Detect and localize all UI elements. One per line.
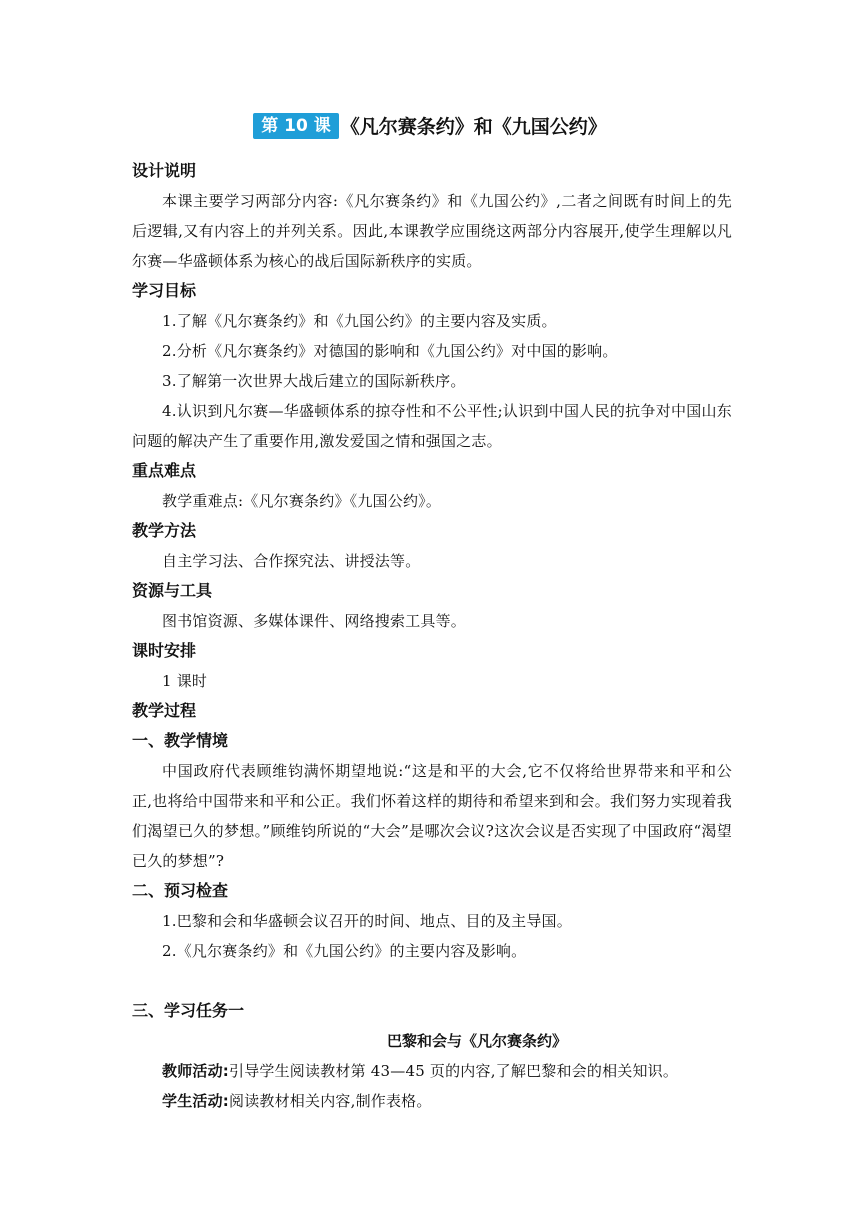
student-activity [132, 1086, 732, 1116]
goal-item-4: 4.认识到凡尔赛—华盛顿体系的掠夺性和不公平性;认识到中国人民的抗争对中国山东问题的解决产生了重要作用,激发爱国之情和强国之志。 [132, 402, 732, 450]
spacer [132, 966, 732, 996]
design-paragraph: 本课主要学习两部分内容:《凡尔赛条约》和《九国公约》,二者之间既有时间上的先后逻辑,又有内容上的并列关系。因此,本课教学应围绕这两部分内容展开,使学生理解以凡尔赛—华盛顿体系为核心的战后国际新秩序的实质。 [132, 192, 732, 270]
section-heading-process: 教学过程 [132, 701, 197, 720]
section-heading-preview: 二、预习检查 [132, 881, 229, 900]
goal-item-1: 1.了解《凡尔赛条约》和《九国公约》的主要内容及实质。 [162, 312, 557, 330]
section-heading-resources: 资源与工具 [132, 581, 213, 600]
methods-paragraph: 自主学习法、合作探究法、讲授法等。 [162, 552, 421, 570]
section-heading-situation: 一、教学情境 [132, 731, 229, 750]
lesson-title-row [0, 112, 860, 142]
section-heading-goals: 学习目标 [132, 281, 197, 300]
lesson-number-badge: 第 10 课 [253, 113, 339, 139]
situation-paragraph: 中国政府代表顾维钧满怀期望地说:“这是和平的大会,它不仅将给世界带来和平和公正,也将给中国带来和平和公正。我们怀着这样的期待和希望来到和会。我们努力实现着我们渴望已久的梦想。”顾维钧所说的“大会”是哪次会议?这次会议是否实现了中国政府“渴望已久的梦想”? [132, 762, 732, 870]
teacher-activity [132, 1056, 732, 1086]
task1-subtitle: 巴黎和会与《凡尔赛条约》 [386, 1032, 567, 1050]
section-heading-task1: 三、学习任务一 [132, 1001, 245, 1020]
section-heading-design: 设计说明 [132, 161, 197, 180]
section-heading-keypoints: 重点难点 [132, 461, 197, 480]
lesson-title: 《凡尔赛条约》和《九国公约》 [340, 116, 607, 138]
student-activity-text: 阅读教材相关内容,制作表格。 [229, 1092, 432, 1110]
document-body [132, 156, 732, 1116]
preview-item-1: 1.巴黎和会和华盛顿会议召开的时间、地点、目的及主导国。 [162, 912, 572, 930]
section-heading-schedule: 课时安排 [132, 641, 197, 660]
teacher-activity-text: 引导学生阅读教材第 43—45 页的内容,了解巴黎和会的相关知识。 [229, 1062, 679, 1080]
goal-item-3: 3.了解第一次世界大战后建立的国际新秩序。 [162, 372, 466, 390]
student-activity-label: 学生活动: [162, 1092, 229, 1110]
preview-item-2: 2.《凡尔赛条约》和《九国公约》的主要内容及影响。 [162, 942, 527, 960]
keypoints-paragraph: 教学重难点:《凡尔赛条约》《九国公约》。 [162, 492, 442, 510]
section-heading-methods: 教学方法 [132, 521, 197, 540]
teacher-activity-label: 教师活动: [162, 1062, 229, 1080]
schedule-paragraph: 1 课时 [162, 672, 208, 690]
goal-item-2: 2.分析《凡尔赛条约》对德国的影响和《九国公约》对中国的影响。 [162, 342, 618, 360]
resources-paragraph: 图书馆资源、多媒体课件、网络搜索工具等。 [162, 612, 467, 630]
